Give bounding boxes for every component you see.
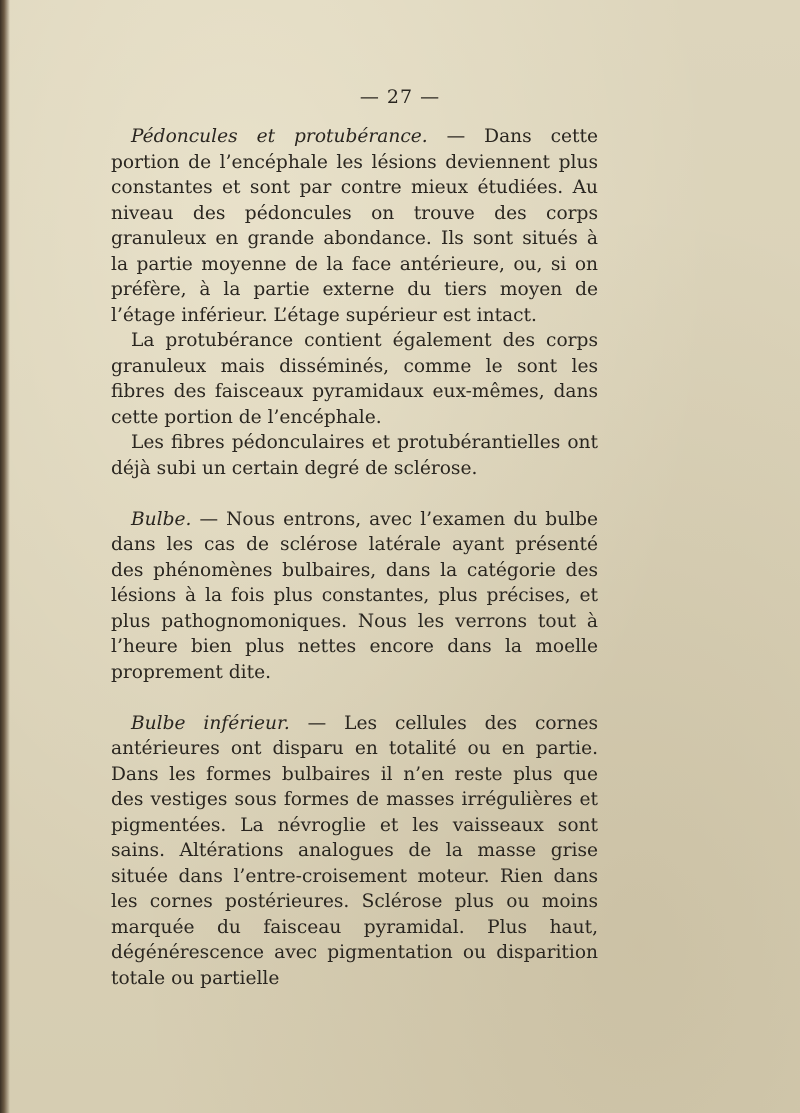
paragraph-fibres (111, 430, 598, 481)
paragraph-bulbe-inferieur (111, 711, 598, 992)
paragraph-text: — Nous entrons, avec l’examen du bulbe dans les cas de sclérose latérale ayant présenté des phénomènes bulbaires, dans la catégorie des lésions à la fois plus constantes, plus précises, et plus pathognomoniques. Nous les verrons tout à l’heure bien plus nettes encore dans la moelle proprement dite. (111, 508, 598, 683)
paragraph-text: — Les cellules des cornes antérieures ont disparu en totalité ou en partie. Dans les formes bulbaires il n’en reste plus que des vestiges sous formes de masses irrégulières et pigmentées. La névroglie et les vaisseaux sont sains. Altérations analogues de la masse grise située dans l’entre-croisement moteur. Rien dans les cornes postérieures. Sclérose plus ou moins marquée du faisceau pyramidal. Plus haut, dégénérescence avec pigmentation ou disparition totale ou partielle (111, 712, 598, 989)
paragraph-text: Les fibres pédonculaires et protubérantielles ont déjà subi un certain degré de sclérose. (111, 432, 598, 479)
paragraph-text: — Dans cette portion de l’encéphale les lésions deviennent plus constantes et sont par contre mieux étudiées. Au niveau des pédoncules on trouve des corps granuleux en grande abondance. Ils sont situés à la partie moyenne de la face antérieure, ou, si on préfère, à la partie externe du tiers moyen de l’étage inférieur. L’étage supérieur est intact. (111, 126, 599, 326)
paragraph-text: La protubérance contient également des corps granuleux mais disséminés, comme le sont les fibres des faisceaux pyramidaux eux-mêmes, dans cette portion de l’encéphale. (111, 330, 598, 428)
section-heading-pedoncules: Pédoncules et protubérance. (131, 126, 428, 147)
paragraph-protuberance (111, 328, 598, 430)
page-number: — 27 — (359, 86, 441, 108)
section-heading-bulbe: Bulbe. (131, 508, 192, 530)
section-heading-bulbe-inferieur: Bulbe inférieur. (131, 712, 290, 734)
paragraph-pedoncules (111, 124, 598, 328)
page-binding-edge (0, 0, 10, 1113)
paragraph-bulbe (111, 507, 598, 686)
body-text (111, 124, 598, 991)
